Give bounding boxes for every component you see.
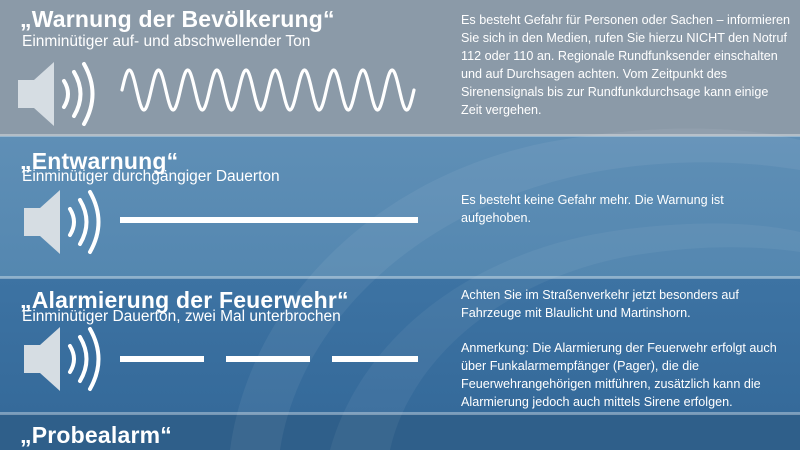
section-divider bbox=[0, 276, 800, 279]
section-title: „Alarmierung der Feuerwehr“ bbox=[20, 287, 349, 313]
section-divider bbox=[0, 412, 800, 415]
speaker-icon bbox=[22, 186, 106, 258]
continuous-tone-line bbox=[120, 214, 420, 226]
speaker-icon bbox=[22, 323, 106, 395]
wave-signal bbox=[118, 62, 418, 118]
section-description: Es besteht keine Gefahr mehr. Die Warnung ist aufgehoben. bbox=[461, 193, 724, 225]
speaker-icon bbox=[16, 58, 100, 130]
section-subtitle: Einminütiger auf- und abschwellender Ton bbox=[22, 33, 311, 50]
section-description: Es besteht Gefahr für Personen oder Sachen – informieren Sie sich in den Medien, rufen Sie hierzu NICHT den Notruf 112 oder 110 an. Regionale Rundfunksender einschalten und auf Durchsagen achten. Vom Zeitpunkt des Sirenensignals bis zur Rundfunkdurchsage kann einige Zeit vergehen. bbox=[461, 13, 791, 117]
section-divider bbox=[0, 134, 800, 137]
interrupted-tone-line bbox=[120, 353, 420, 365]
section-subtitle: Einminütiger durchgängiger Dauerton bbox=[22, 168, 280, 185]
tone-segment bbox=[226, 356, 310, 362]
section-subtitle: Einminütiger Dauerton, zwei Mal unterbrochen bbox=[22, 308, 341, 325]
tone-segment bbox=[120, 356, 204, 362]
tone-segment bbox=[332, 356, 418, 362]
section-description: Achten Sie im Straßenverkehr jetzt besonders auf Fahrzeuge mit Blaulicht und Martinshorn. bbox=[461, 288, 739, 320]
section-title: „Warnung der Bevölkerung“ bbox=[20, 6, 335, 32]
section-title: „Probealarm“ bbox=[20, 422, 172, 448]
section-title: „Entwarnung“ bbox=[20, 148, 179, 174]
section-note: Anmerkung: Die Alarmierung der Feuerwehr erfolgt auch über Funkalarmempfänger (Pager), die die Feuerwehrangehörigen mitführen, zusätzlich kann die Alarmierung jedoch auch mittels Sirene erfolgen. bbox=[461, 341, 777, 409]
